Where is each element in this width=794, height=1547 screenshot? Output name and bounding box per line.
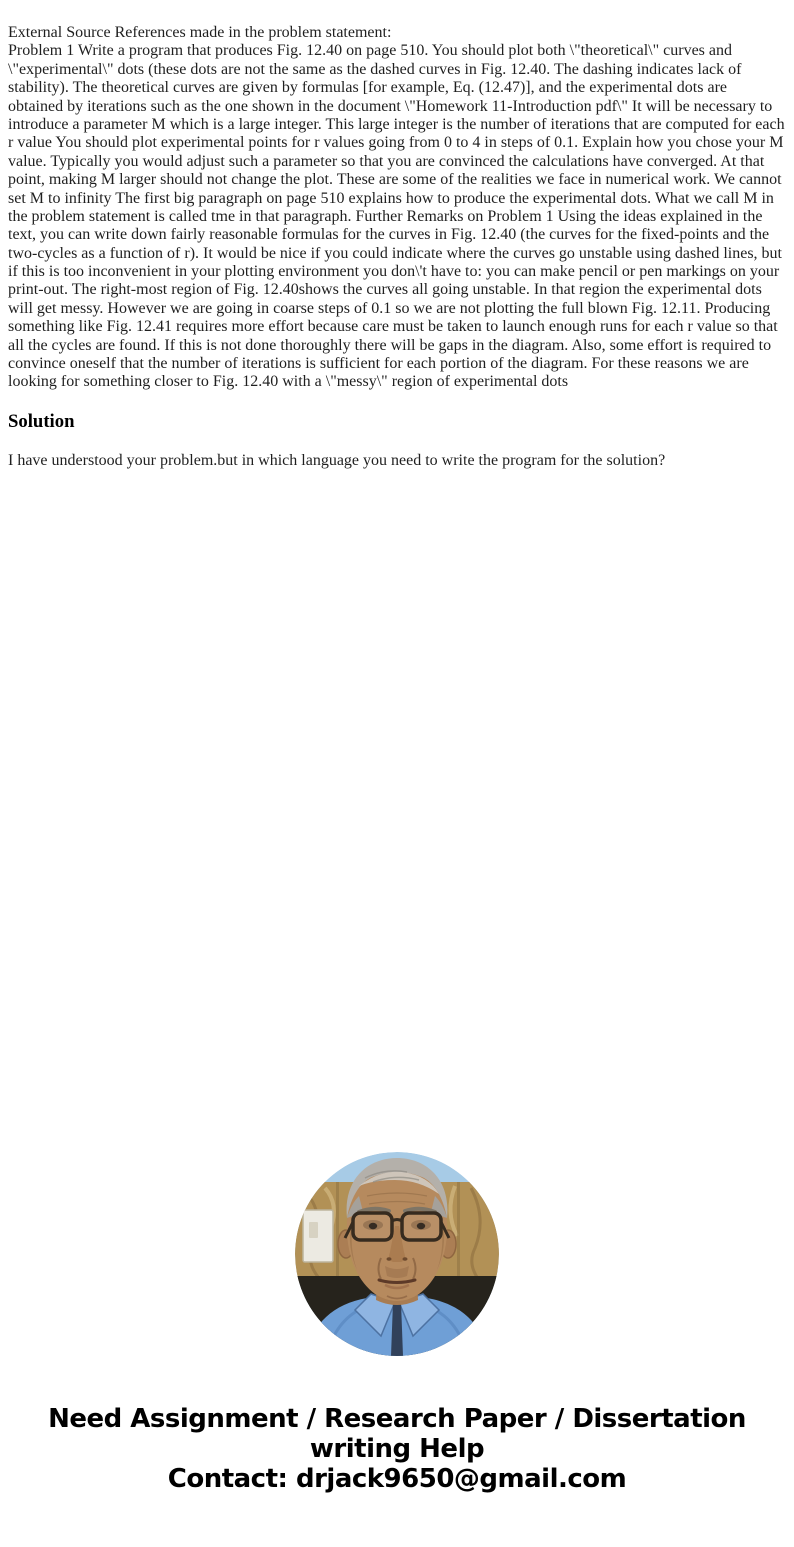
footer-banner	[0, 1404, 794, 1494]
footer-help-line-2: writing Help	[309, 1434, 485, 1465]
solution-reply-text: I have understood your problem.but in which language you need to write the program for the solution?	[8, 451, 666, 469]
external-source-references-line: External Source References made in the problem statement:	[8, 24, 392, 41]
document-body	[0, 24, 794, 470]
problem-statement-text: Problem 1 Write a program that produces Fig. 12.40 on page 510. You should plot both \"theoretical\" curves and \"experimental\" dots (these dots are not the same as the dashed curves in Fig. 12.40. The dashing indicates lack of stability). The theoretical curves are given by formulas [for example, Eq. (12.47)], and the experimental dots are obtained by iterations such as the one shown in the document \"Homework 11-Introduction pdf\" It will be necessary to introduce a parameter M which is a large integer. This large integer is the number of iterations that are computed for each r value You should plot experimental points for r values going from 0 to 4 in steps of 0.1. Explain how you chose your M value. Typically you would adjust such a parameter so that you are convinced the calculations have converged. At that point, making M larger should not change the plot. These are some of the realities we face in numerical work. We cannot set M to infinity The first big paragraph on page 510 explains how to produce the experimental dots. What we call M in the problem statement is called tme in that paragraph. Further Remarks on Problem 1 Using the ideas explained in the text, you can write down fairly reasonable formulas for the curves in Fig. 12.40 (the curves for the fixed-points and the two-cycles as a function of r). It would be nice if you could indicate where the curves go unstable using dashed lines, but if this is too inconvenient in your plotting environment you don\'t have to: you can make pencil or pen markings on your print-out. The right-most region of Fig. 12.40shows the curves all going unstable. In that region the experimental dots will get messy. However we are going in coarse steps of 0.1 so we are not plotting the full blown Fig. 12.11. Producing something like Fig. 12.41 requires more effort because care must be taken to launch enough runs for each r value so that all the cycles are found. If this is not done thoroughly there will be gaps in the diagram. Also, some effort is required to convince oneself that the number of iterations is sufficient for each portion of the diagram. For these reasons we are looking for something closer to Fig. 12.40 with a \"messy\" region of experimental dots	[8, 42, 785, 391]
avatar-container	[0, 1152, 794, 1356]
footer-contact-email: Contact: drjack9650@gmail.com	[167, 1464, 627, 1495]
solution-heading: Solution	[8, 410, 75, 432]
footer-help-line-1: Need Assignment / Research Paper / Dissertation	[48, 1404, 746, 1435]
tutor-portrait-icon	[295, 1152, 499, 1356]
avatar	[295, 1152, 499, 1356]
problem-statement	[8, 24, 786, 392]
